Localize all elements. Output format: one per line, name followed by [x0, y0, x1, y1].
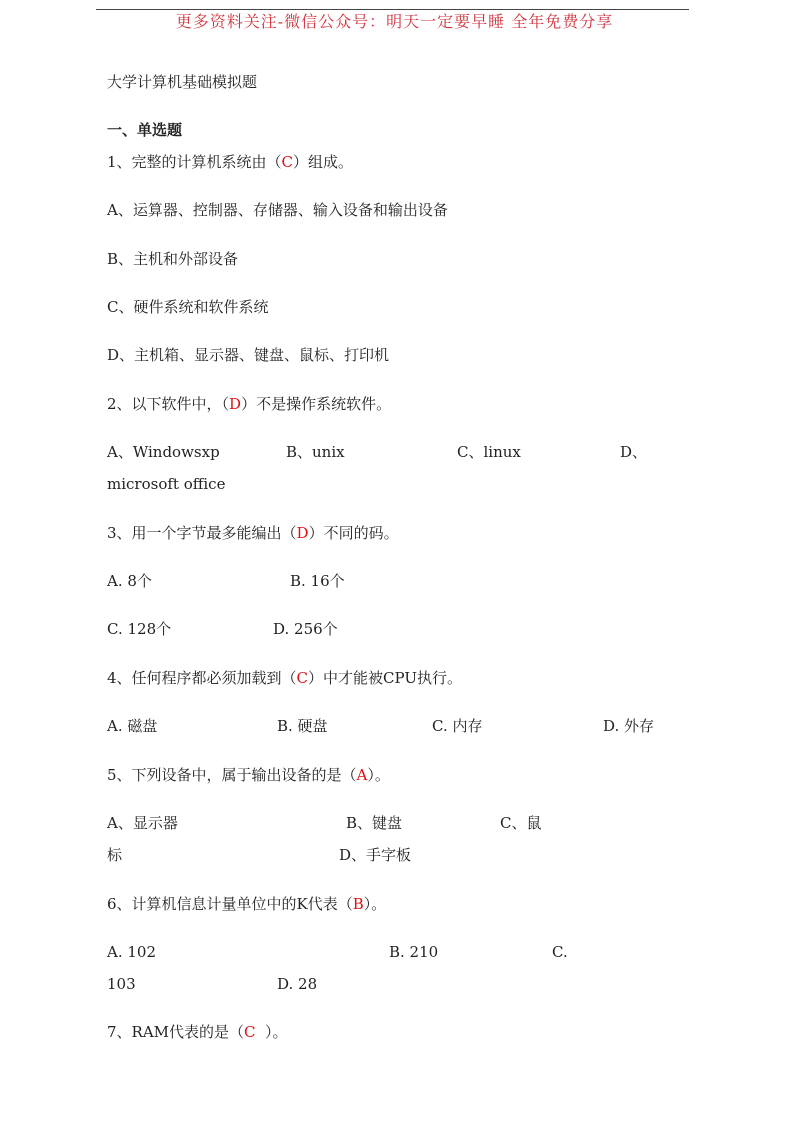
option: B、键盘 [346, 814, 403, 832]
answer: C [244, 1023, 256, 1041]
answer: D [229, 395, 242, 413]
question-text: 1、完整的计算机系统由（ [107, 153, 282, 171]
option: A. 8个 [107, 572, 152, 590]
option: C. 内存 [432, 717, 483, 735]
question-text: ）。 [255, 1023, 288, 1041]
question-text: 2、以下软件中，（ [107, 395, 230, 413]
answer: D [296, 524, 309, 542]
option: B、主机和外部设备 [107, 250, 239, 268]
question-1 [107, 152, 353, 172]
option: B. 16个 [290, 572, 345, 590]
question-text: ）组成。 [293, 153, 354, 171]
document-title: 大学计算机基础模拟题 [107, 73, 258, 91]
option: D. 256个 [273, 620, 338, 638]
option: 103 [107, 975, 136, 993]
option: A. 磁盘 [107, 717, 158, 735]
question-4 [107, 668, 462, 688]
promo-header: 更多资料关注-微信公众号：明天一定要早睡 全年免费分享 [175, 12, 614, 31]
question-3 [107, 523, 399, 543]
option: B. 210 [389, 943, 439, 961]
answer: A [356, 766, 368, 784]
question-5 [107, 765, 390, 785]
question-2 [107, 394, 391, 414]
option: A、Windowsxp [107, 443, 220, 461]
answer: C [281, 153, 294, 171]
option: A、运算器、控制器、存储器、输入设备和输出设备 [107, 201, 448, 219]
question-text: 6、计算机信息计量单位中的K代表（ [107, 895, 353, 913]
option: B、unix [286, 443, 345, 461]
option: C. [552, 943, 568, 961]
question-text: 3、用一个字节最多能编出（ [107, 524, 297, 542]
answer: C [296, 669, 309, 687]
option: D、主机箱、显示器、键盘、鼠标、打印机 [107, 346, 390, 364]
option: D、手字板 [339, 846, 412, 864]
section-heading: 一、单选题 [107, 121, 183, 139]
question-text: 7、RAM代表的是（ [107, 1023, 245, 1041]
option: C、硬件系统和软件系统 [107, 298, 269, 316]
question-text: ）不同的码。 [308, 524, 399, 542]
question-text: ）不是操作系统软件。 [241, 395, 392, 413]
option: microsoft office [107, 475, 226, 493]
answer: B [352, 895, 364, 913]
option: C. 128个 [107, 620, 172, 638]
question-text: ）中才能被CPU执行。 [308, 669, 462, 687]
question-6 [107, 894, 386, 914]
option: D. 28 [277, 975, 318, 993]
option: A、显示器 [107, 814, 178, 832]
option: A. 102 [107, 943, 156, 961]
option: C、鼠 [500, 814, 542, 832]
question-text: 5、下列设备中，属于输出设备的是（ [107, 766, 357, 784]
question-text: ）。 [367, 766, 390, 784]
option: 标 [107, 846, 123, 864]
question-7 [107, 1022, 288, 1042]
option: D、 [620, 443, 648, 461]
option: D. 外存 [603, 717, 655, 735]
question-text: 4、任何程序都必须加载到（ [107, 669, 297, 687]
option: B. 硬盘 [277, 717, 328, 735]
question-text: ）。 [363, 895, 387, 913]
option: C、linux [457, 443, 521, 461]
